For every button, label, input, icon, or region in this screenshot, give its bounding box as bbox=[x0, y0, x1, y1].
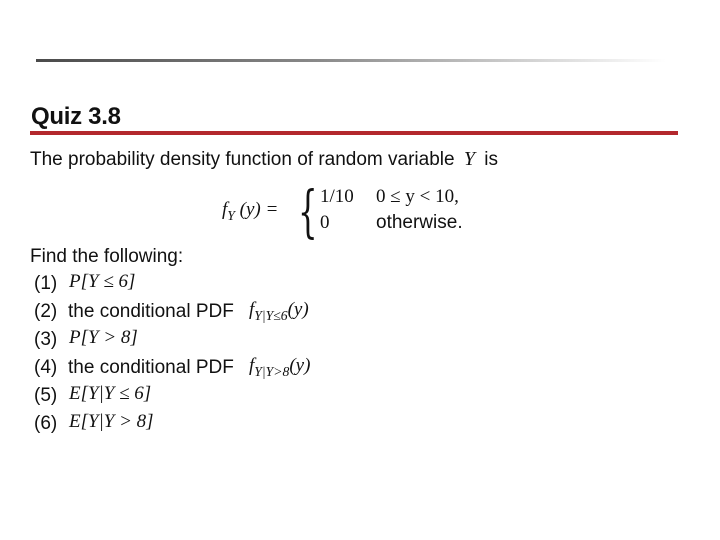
case2-condition: otherwise. bbox=[376, 212, 463, 233]
find-label: Find the following: bbox=[30, 246, 184, 267]
question-expression: $f_{Y|Y>8}(y)$ bbox=[249, 355, 311, 379]
question-number: (2) bbox=[34, 301, 58, 322]
question-expression: $f_{Y|Y\le 6}(y)$ bbox=[249, 299, 309, 323]
question-number: (3) bbox=[34, 329, 58, 350]
question-text: the conditional PDF bbox=[68, 301, 234, 322]
pdf-lhs bbox=[222, 199, 278, 224]
intro-text: The probability density function of random variable bbox=[30, 149, 455, 170]
intro-variable: Y bbox=[463, 148, 475, 170]
intro-end: is bbox=[484, 149, 498, 170]
question-expression: E[Y|Y > 8] bbox=[69, 411, 154, 432]
cases-brace: { bbox=[298, 180, 318, 245]
question-number: (6) bbox=[34, 413, 58, 434]
question-number: (1) bbox=[34, 273, 58, 294]
question-text: the conditional PDF bbox=[68, 357, 234, 378]
question-expression: E[Y|Y ≤ 6] bbox=[69, 383, 152, 404]
question-number: (5) bbox=[34, 385, 58, 406]
case2-value: 0 bbox=[320, 212, 330, 233]
pdf-function-argument: (y) = bbox=[239, 199, 279, 220]
question-expression: P[Y > 8] bbox=[69, 327, 138, 348]
case1-condition: 0 ≤ y < 10, bbox=[376, 186, 459, 207]
title-underline bbox=[30, 131, 678, 135]
question-expression: P[Y ≤ 6] bbox=[69, 271, 136, 292]
top-divider bbox=[36, 59, 666, 62]
question-number: (4) bbox=[34, 357, 58, 378]
intro-sentence bbox=[30, 148, 498, 171]
case1-value: 1/10 bbox=[320, 186, 354, 207]
pdf-function-subscript: Y bbox=[227, 207, 235, 223]
pdf-function-symbol: f bbox=[222, 199, 228, 220]
slide-title: Quiz 3.8 bbox=[31, 103, 121, 130]
